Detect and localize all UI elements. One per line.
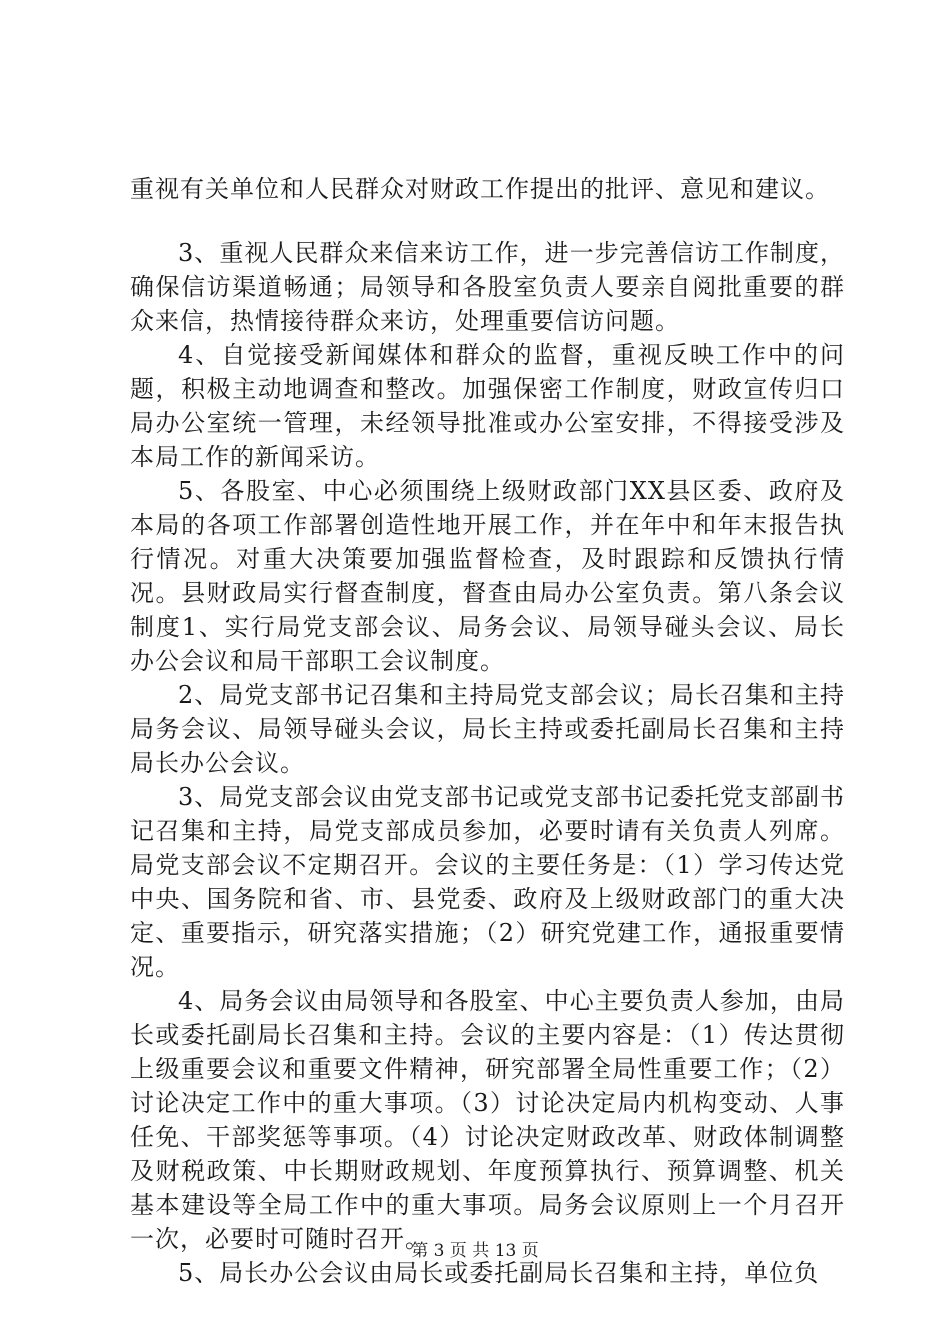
document-body: [130, 172, 845, 1290]
paragraph-meeting-item-4: 4、局务会议由局领导和各股室、中心主要负责人参加，由局长或委托副局长召集和主持。会议的主要内容是：（1）传达贯彻上级重要会议和重要文件精神，研究部署全局性重要工作；（2）讨论决定工作中的重大事项。（3）讨论决定局内机构变动、人事任免、干部奖惩等事项。（4）讨论决定财政改革、财政体制调整及财税政策、中长期财政规划、年度预算执行、预算调整、机关基本建设等全局工作中的重大事项。局务会议原则上一个月召开一次，必要时可随时召开。: [130, 987, 845, 1253]
page-number-footer: 第 3 页 共 13 页: [411, 1241, 539, 1261]
paragraph-meeting-item-2: 2、局党支部书记召集和主持局党支部会议；局长召集和主持局务会议、局领导碰头会议，局长主持或委托副局长召集和主持局长办公会议。: [130, 681, 845, 777]
paragraph-meeting-item-5: 5、局长办公会议由局长或委托副局长召集和主持，单位负: [178, 1259, 820, 1287]
paragraph-meeting-item-3: 3、局党支部会议由党支部书记或党支部书记委托党支部副书记召集和主持，局党支部成员参加，必要时请有关负责人列席。局党支部会议不定期召开。会议的主要任务是：（1）学习传达党中央、国务院和省、市、县党委、政府及上级财政部门的重大决定、重要指示，研究落实措施；（2）研究党建工作，通报重要情况。: [130, 783, 845, 981]
paragraph-continuation: 重视有关单位和人民群众对财政工作提出的批评、意见和建议。: [130, 175, 830, 203]
paragraph-item-3-petitions: 3、重视人民群众来信来访工作，进一步完善信访工作制度，确保信访渠道畅通；局领导和各股室负责人要亲自阅批重要的群众来信，热情接待群众来访，处理重要信访问题。: [130, 239, 845, 335]
paragraph-item-5-work-deployment: 5、各股室、中心必须围绕上级财政部门XX县区委、政府及本局的各项工作部署创造性地开展工作，并在年中和年末报告执行情况。对重大决策要加强监督检查，及时跟踪和反馈执行情况。县财政局实行督查制度，督查由局办公室负责。第八条会议制度1、实行局党支部会议、局务会议、局领导碰头会议、局长办公会议和局干部职工会议制度。: [130, 477, 845, 675]
paragraph-item-4-media-supervision: 4、自觉接受新闻媒体和群众的监督，重视反映工作中的问题，积极主动地调查和整改。加强保密工作制度，财政宣传归口局办公室统一管理，未经领导批准或办公室安排，不得接受涉及本局工作的新闻采访。: [130, 341, 845, 471]
